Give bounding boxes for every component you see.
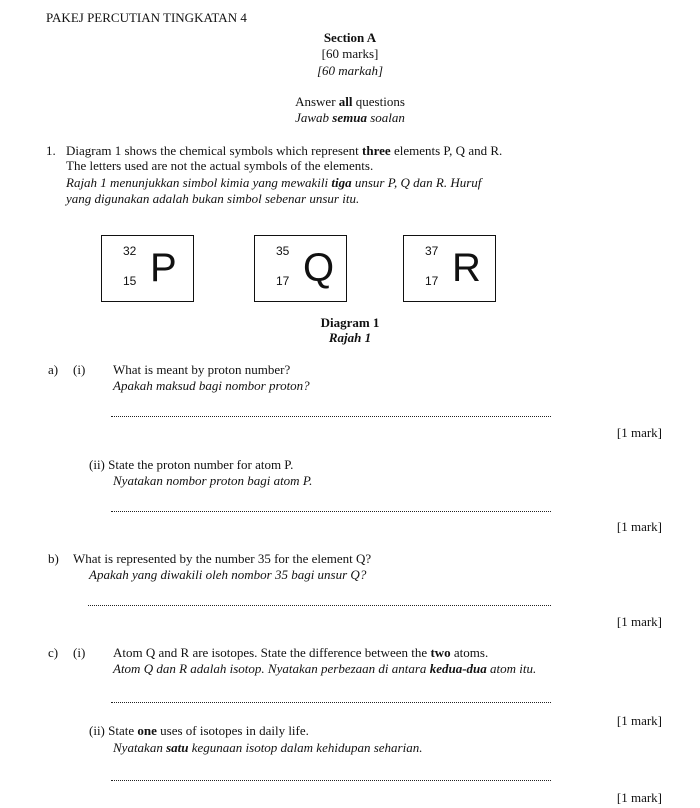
diagram-caption: Diagram 1	[320, 315, 380, 330]
part-c-i-text-my: Atom Q dan R adalah isotop. Nyatakan perbezaan di antara kedua-dua atom itu.	[113, 661, 537, 676]
answer-line[interactable]	[111, 702, 551, 703]
mass-number: 32	[123, 244, 137, 258]
mark-label: [1 mark]	[616, 519, 662, 534]
part-c-label: c)	[48, 645, 59, 660]
question-line-3: Rajah 1 menunjukkan simbol kimia yang mewakili tiga unsur P, Q dan R. Huruf	[66, 175, 482, 190]
part-a-i-label: (i)	[73, 362, 86, 377]
question-line-4: yang digunakan adalah bukan simbol sebenar unsur itu.	[66, 191, 360, 206]
part-a-label: a)	[48, 362, 59, 377]
instruction: Answer all questions	[295, 94, 405, 109]
question-line-1: Diagram 1 shows the chemical symbols which represent three elements P, Q and R.	[66, 143, 503, 158]
page-title: PAKEJ PERCUTIAN TINGKATAN 4	[46, 10, 247, 25]
part-b-text: What is represented by the number 35 for the element Q?	[73, 551, 372, 566]
answer-line[interactable]	[88, 605, 551, 606]
part-c-ii-text-my: Nyatakan satu kegunaan isotop dalam kehidupan seharian.	[113, 740, 423, 755]
element-box-r	[403, 235, 496, 302]
part-a-i-text-my: Apakah maksud bagi nombor proton?	[113, 378, 310, 393]
mark-label: [1 mark]	[616, 713, 662, 728]
section-marks-my: [60 markah]	[316, 63, 384, 78]
part-a-i-text: What is meant by proton number?	[113, 362, 291, 377]
part-a-ii-text-my: Nyatakan nombor proton bagi atom P.	[113, 473, 313, 488]
element-symbol: P	[150, 246, 177, 290]
question-line-2: The letters used are not the actual symbols of the elements.	[66, 158, 374, 173]
instruction-my: Jawab semua soalan	[295, 110, 405, 125]
answer-line[interactable]	[111, 780, 551, 781]
part-b-text-my: Apakah yang diwakili oleh nombor 35 bagi unsur Q?	[89, 567, 367, 582]
mark-label: [1 mark]	[616, 790, 662, 805]
proton-number: 15	[123, 274, 137, 288]
part-c-i-label: (i)	[73, 645, 86, 660]
part-b-label: b)	[48, 551, 59, 566]
mass-number: 35	[276, 244, 290, 258]
part-a-ii-text: (ii) State the proton number for atom P.	[89, 457, 294, 472]
section-name: Section A	[323, 30, 377, 45]
mark-label: [1 mark]	[616, 614, 662, 629]
diagram-caption-my: Rajah 1	[328, 330, 372, 345]
mark-label: [1 mark]	[616, 425, 662, 440]
part-c-i-text: Atom Q and R are isotopes. State the difference between the two atoms.	[113, 645, 489, 660]
element-symbol: R	[452, 246, 481, 290]
answer-line[interactable]	[111, 511, 551, 512]
question-number: 1.	[46, 143, 56, 158]
element-symbol: Q	[303, 246, 335, 290]
element-box-p	[101, 235, 194, 302]
mass-number: 37	[425, 244, 439, 258]
proton-number: 17	[276, 274, 290, 288]
proton-number: 17	[425, 274, 439, 288]
part-c-ii-text: (ii) State one uses of isotopes in daily life.	[89, 723, 309, 738]
section-marks: [60 marks]	[321, 46, 379, 61]
answer-line[interactable]	[111, 416, 551, 417]
element-box-q	[254, 235, 347, 302]
